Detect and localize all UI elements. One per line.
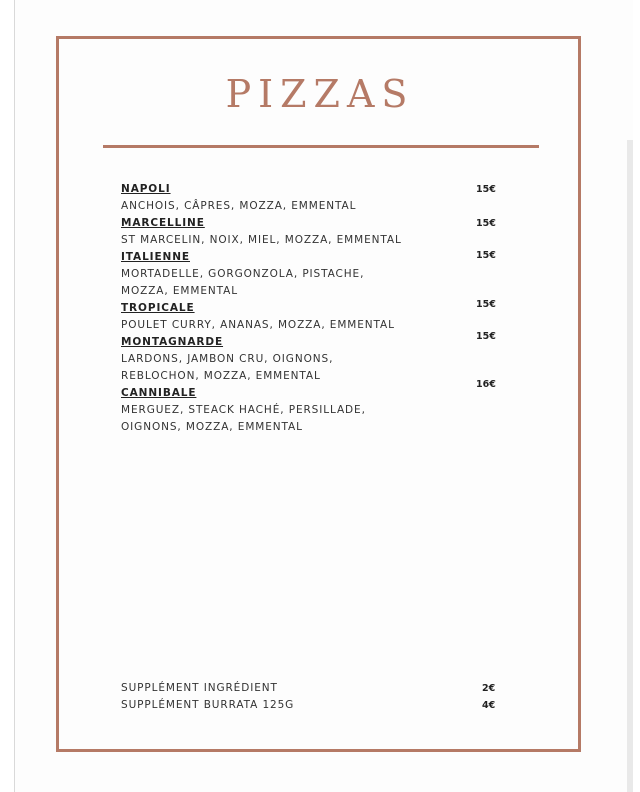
- item-price: 15€: [476, 250, 496, 261]
- item-price: 15€: [476, 184, 496, 195]
- menu-item-italienne: [121, 249, 531, 300]
- item-description: LARDONS, JAMBON CRU, OIGNONS, REBLOCHON, MOZZA, EMMENTAL: [121, 353, 334, 382]
- item-name: NAPOLI: [121, 183, 171, 195]
- menu-item-napoli: [121, 181, 531, 215]
- menu-item-cannibale: [121, 385, 531, 436]
- item-price: 16€: [476, 379, 496, 390]
- menu-title: PIZZAS: [225, 72, 415, 116]
- item-price: 15€: [476, 331, 496, 342]
- title-divider: [103, 145, 539, 148]
- item-description: POULET CURRY, ANANAS, MOZZA, EMMENTAL: [121, 319, 395, 331]
- pizza-list: [121, 181, 531, 436]
- item-name: MARCELLINE: [121, 217, 205, 229]
- menu-item-montagnarde: [121, 334, 531, 385]
- page-edge-shadow: [627, 140, 633, 792]
- item-description: ST MARCELIN, NOIX, MIEL, MOZZA, EMMENTAL: [121, 234, 402, 246]
- item-price: 15€: [476, 299, 496, 310]
- menu-item-marcelline: [121, 215, 531, 249]
- menu-item-tropicale: [121, 300, 531, 334]
- item-description: MORTADELLE, GORGONZOLA, PISTACHE, MOZZA, EMMENTAL: [121, 268, 365, 297]
- supplement-ingredient-label: SUPPLÉMENT INGRÉDIENT: [121, 682, 278, 694]
- item-name: TROPICALE: [121, 302, 195, 314]
- item-price: 15€: [476, 218, 496, 229]
- item-description: ANCHOIS, CÂPRES, MOZZA, EMMENTAL: [121, 200, 357, 212]
- supplement-burrata-price: 4€: [482, 700, 496, 711]
- item-name: CANNIBALE: [121, 387, 197, 399]
- item-description: MERGUEZ, STEACK HACHÉ, PERSILLADE, OIGNONS, MOZZA, EMMENTAL: [121, 404, 366, 433]
- supplement-ingredient-price: 2€: [482, 683, 496, 694]
- item-name: MONTAGNARDE: [121, 336, 224, 348]
- item-name: ITALIENNE: [121, 251, 190, 263]
- supplement-burrata-label: SUPPLÉMENT BURRATA 125G: [121, 699, 295, 711]
